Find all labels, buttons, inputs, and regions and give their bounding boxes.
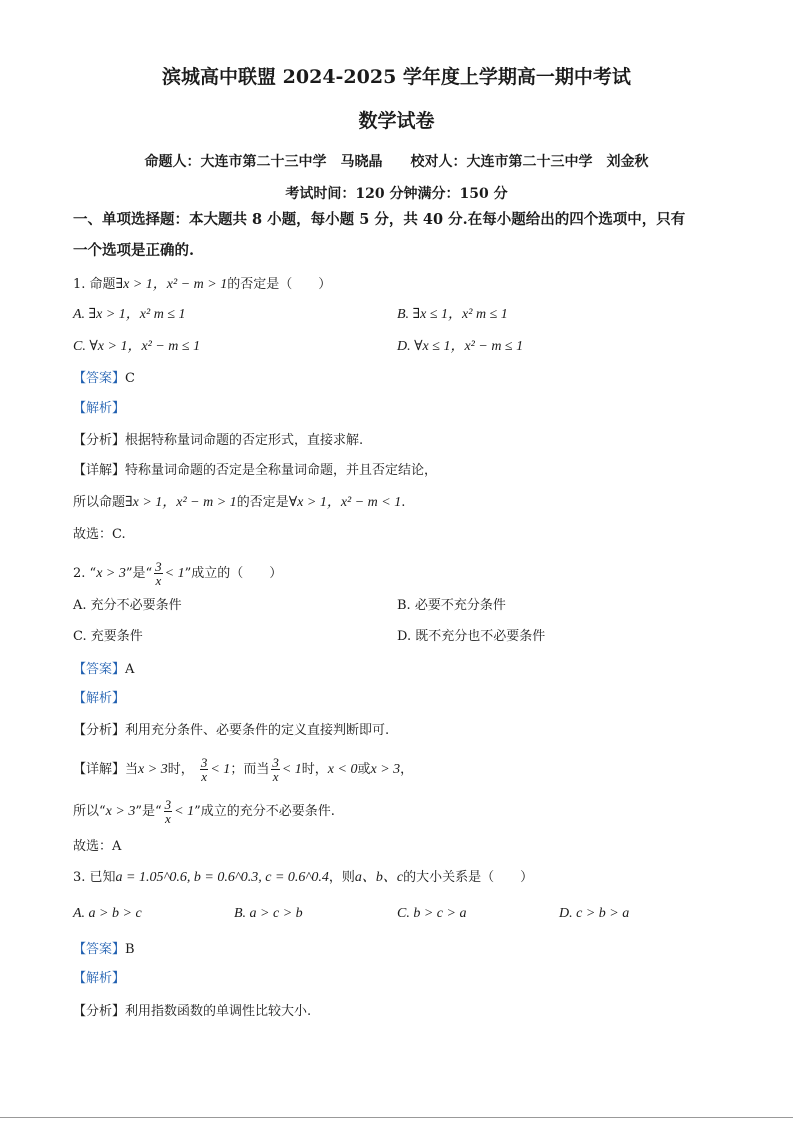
q3-fenxi: 【分析】利用指数函数的单调性比较大小. [73,1004,312,1019]
q1-detail: 【详解】特称量词命题的否定是全称量词命题，并且否定结论， [73,463,438,478]
q1-option-d: D. ∀x ≤ 1，x² − m ≤ 1 [397,339,524,354]
fraction: $\frac{3}{x}$ [200,755,208,784]
exam-time: 考试时间：120 分钟满分：150 分 [285,186,508,202]
q2-answer: 【答案】A [73,662,135,677]
q1-analysis-label: 【解析】 [73,401,126,416]
fraction: $\frac{3}{x}$ [164,797,172,826]
q2-option-a: A. 充分不必要条件 [73,598,182,613]
q3-option-b: B. a > c > b [234,906,303,921]
q3-option-a: A. a > b > c [73,906,142,921]
q1-fenxi: 【分析】根据特称量词命题的否定形式，直接求解. [73,433,364,448]
q1-option-b: B. ∃x ≤ 1，x² m ≤ 1 [397,307,508,322]
q2-option-b: B. 必要不充分条件 [397,598,506,613]
q3-option-c: C. b > c > a [397,906,467,921]
q1-choose: 故选：C. [73,527,126,542]
page-bottom-divider [0,1117,793,1118]
q2-choose: 故选：A [73,839,122,854]
page-subtitle: 数学试卷 [358,110,435,132]
page-title: 滨城高中联盟 2024-2025 学年度上学期高一期中考试 [162,66,631,88]
q2-option-c: C. 充要条件 [73,629,143,644]
q1-answer: 【答案】C [73,371,135,386]
q2-stem: 2. “x > 3”是“ $\frac{3}{x}$ < 1”成立的（ ） [73,559,283,588]
q1-conclusion: 所以命题∃x > 1，x² − m > 1的否定是∀x > 1，x² − m < 1. [73,495,406,510]
q2-option-d: D. 既不充分也不必要条件 [397,629,546,644]
section-heading: 一、单项选择题：本大题共 8 小题，每小题 5 分，共 40 分.在每小题给出的四个选项中，只有 [73,211,686,228]
q2-detail: 【详解】当x > 3时， $\frac{3}{x}$ < 1；而当 $\frac{3}{x}$ < 1时，x < 0或x > 3， [73,755,414,784]
q1-option-a: A. ∃x > 1，x² m ≤ 1 [73,307,186,322]
q3-stem: 3. 已知a = 1.05^0.6, b = 0.6^0.3, c = 0.6^0.4，则a、b、c的大小关系是（ ） [73,870,534,885]
q2-analysis-label: 【解析】 [73,691,126,706]
fraction: $\frac{3}{x}$ [272,755,279,784]
q1-option-c: C. ∀x > 1，x² − m ≤ 1 [73,339,201,354]
q1-stem: 1. 命题∃x > 1，x² − m > 1的否定是（ ） [73,277,332,292]
q3-answer: 【答案】B [73,942,135,957]
q2-conclusion: 所以“x > 3”是“ $\frac{3}{x}$ < 1”成立的充分不必要条件. [73,797,335,826]
q2-fenxi: 【分析】利用充分条件、必要条件的定义直接判断即可. [73,723,390,738]
fraction: $\frac{3}{x}$ [155,559,162,588]
q3-option-d: D. c > b > a [559,906,630,921]
q3-analysis-label: 【解析】 [73,971,126,986]
section-heading-cont: 一个选项是正确的. [73,242,195,259]
authors-line: 命题人：大连市第二十三中学 马晓晶 校对人：大连市第二十三中学 刘金秋 [144,154,649,170]
